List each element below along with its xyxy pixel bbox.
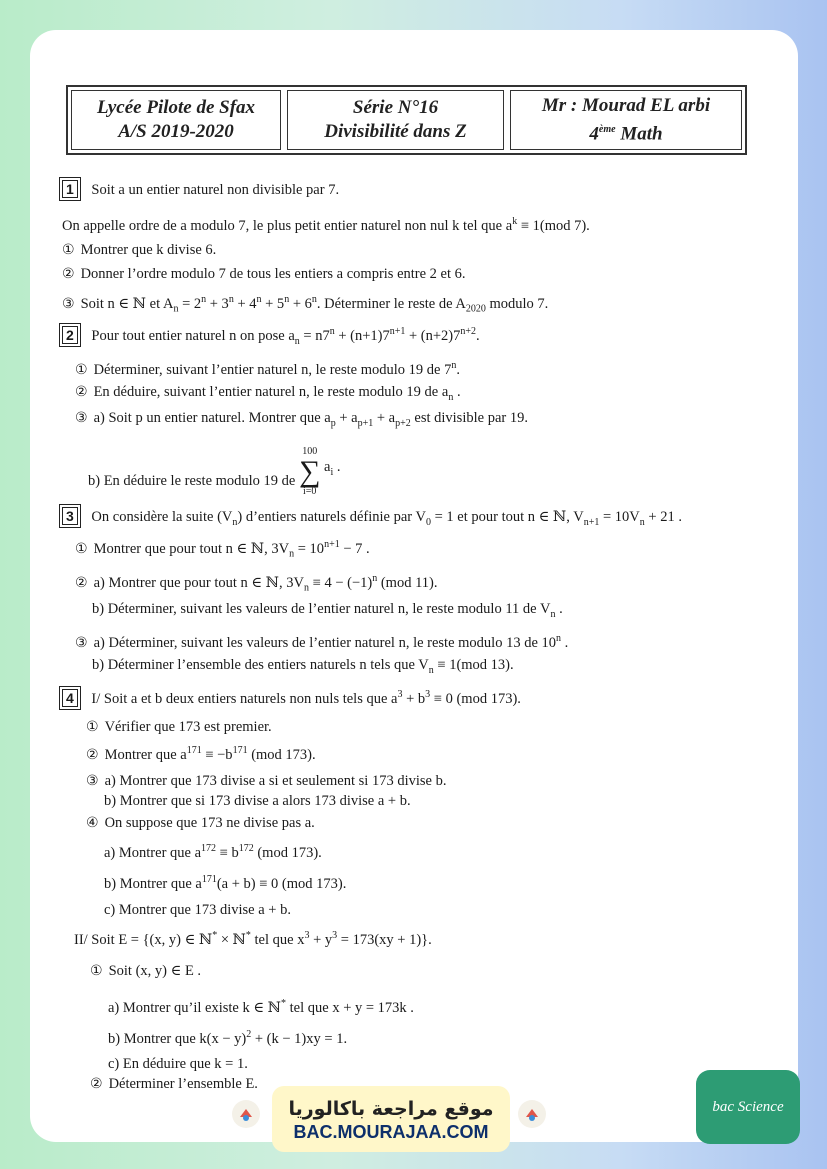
ex3-intro: 3 On considère la suite $(V_n)$ d’entiers naturels définie par $V_0 = 1$ et pour tout n ∈ ℕ, $V_{n+1} = 10V_n + 21$ . [62, 507, 682, 528]
ex4-p2q2: ② Déterminer l’ensemble E. [90, 1076, 258, 1092]
ex1-definition: On appelle ordre de a modulo 7, le plus petit entier naturel non nul k tel que $a^k \equiv 1(mod$ 7). [62, 216, 590, 234]
ex4-p2q1c: c) En déduire que k = 1. [108, 1056, 248, 1072]
footer-banner[interactable] [272, 1086, 510, 1152]
ex4-part2: II/ Soit E = {(x, y) ∈ ℕ* × ℕ* tel que $x^3 + y^3 = 173(xy + 1)$}. [74, 930, 432, 948]
school-year: A/S 2019-2020 [118, 121, 234, 142]
ex4-q3b: b) Montrer que si 173 divise a alors 173 divise a + b. [104, 793, 411, 809]
teacher-name: Mr : Mourad EL arbi [541, 94, 711, 116]
ex4-number: 4 [62, 689, 78, 707]
ex3-q1: ① Montrer que pour tout n ∈ ℕ, $3V_n = 10^{n+1} - 7$ . [75, 539, 370, 560]
teacher-cell [510, 90, 742, 150]
ex4-q4: ④ On suppose que 173 ne divise pas a. [86, 815, 315, 831]
ex4-p2q1a: a) Montrer qu’il existe k ∈ ℕ* tel que x + y = 173k . [108, 998, 414, 1016]
ex1-q3: ③ Soit n ∈ ℕ et $A_n = 2^n + 3^n + 4^n + 5^n + 6^n$. Déterminer le reste de $A_{2020}$ modulo 7. [62, 294, 549, 315]
site-logo-right-icon [518, 1100, 546, 1128]
series-title: Série N°16 [352, 97, 439, 118]
ex1-intro: 1 Soit a un entier naturel non divisible par 7. [62, 180, 339, 199]
exam-header [66, 85, 747, 155]
ex4-p2q1b: b) Montrer que $k(x - y)^2 + (k - 1)xy = 1$. [108, 1029, 348, 1047]
class-level: 4ème Math [589, 123, 663, 145]
site-logo-left-icon [232, 1100, 260, 1128]
ex4-q2: ② Montrer que $a^{171} \equiv -b^{171}$ (mod 173). [86, 745, 316, 763]
ex4-q4b: b) Montrer que $a^{171}(a + b) \equiv 0$ (mod 173). [104, 874, 347, 892]
ex4-q1: ① Vérifier que 173 est premier. [86, 719, 272, 735]
ex4-q3a: ③ a) Montrer que 173 divise a si et seulement si 173 divise b. [86, 773, 447, 789]
ex2-intro: 2 Pour tout entier naturel n on pose $a_n = n7^n + (n+1)7^{n+1} + (n+2)7^{n+2}$. [62, 326, 480, 347]
ex2-number: 2 [62, 326, 78, 344]
series-cell [287, 90, 504, 150]
school-name: Lycée Pilote de Sfax [96, 97, 256, 118]
ex2-q3b: b) En déduire le reste modulo 19 de 100 ∑ i=0 $a_i$ . [88, 446, 341, 497]
ex1-q2: ② Donner l’ordre modulo 7 de tous les entiers a compris entre 2 et 6. [62, 266, 466, 282]
ex2-q1: ① Déterminer, suivant l’entier naturel n, le reste modulo 19 de 7$^n$. [75, 360, 460, 378]
ex1-number: 1 [62, 180, 78, 198]
ex3-q3b: b) Déterminer l’ensemble des entiers naturels n tels que $V_n \equiv 1(mod$ 13). [92, 657, 514, 676]
ex4-p2q1: ① Soit (x, y) ∈ E . [90, 963, 202, 979]
ex3-q3a: ③ a) Déterminer, suivant les valeurs de l’entier naturel n, le reste modulo 13 de 10$^n$ . [75, 633, 569, 651]
ex3-q2a: ② a) Montrer que pour tout n ∈ ℕ, $3V_n \equiv 4 - (-1)^n$ (mod 11). [75, 573, 438, 594]
footer-url[interactable]: BAC.MOURAJAA.COM [293, 1122, 489, 1142]
ex2-q3a: ③ a) Soit p un entier naturel. Montrer que $a_p + a_{p+1} + a_{p+2}$ est divisible par 19. [75, 410, 528, 429]
ex4-intro: 4 I/ Soit a et b deux entiers naturels non nuls tels que $a^3 + b^3 \equiv 0$ (mod 173). [62, 689, 521, 708]
series-subject: Divisibilité dans Z [324, 121, 467, 142]
bac-science-logo: bac Science [696, 1070, 800, 1144]
ex3-q2b: b) Déterminer, suivant les valeurs de l’entier naturel n, le reste modulo 11 de $V_n$ . [92, 601, 563, 620]
footer-arabic: موقع مراجعة باكالوريا [288, 1098, 494, 1120]
ex4-q4c: c) Montrer que 173 divise a + b. [104, 902, 291, 918]
ex4-q4a: a) Montrer que $a^{172} \equiv b^{172}$ (mod 173). [104, 843, 322, 861]
ex1-q1: ① Montrer que k divise 6. [62, 242, 217, 258]
school-cell [71, 90, 281, 150]
ex2-q2: ② En déduire, suivant l’entier naturel n, le reste modulo 19 de $a_n$ . [75, 384, 461, 403]
ex3-number: 3 [62, 507, 78, 525]
